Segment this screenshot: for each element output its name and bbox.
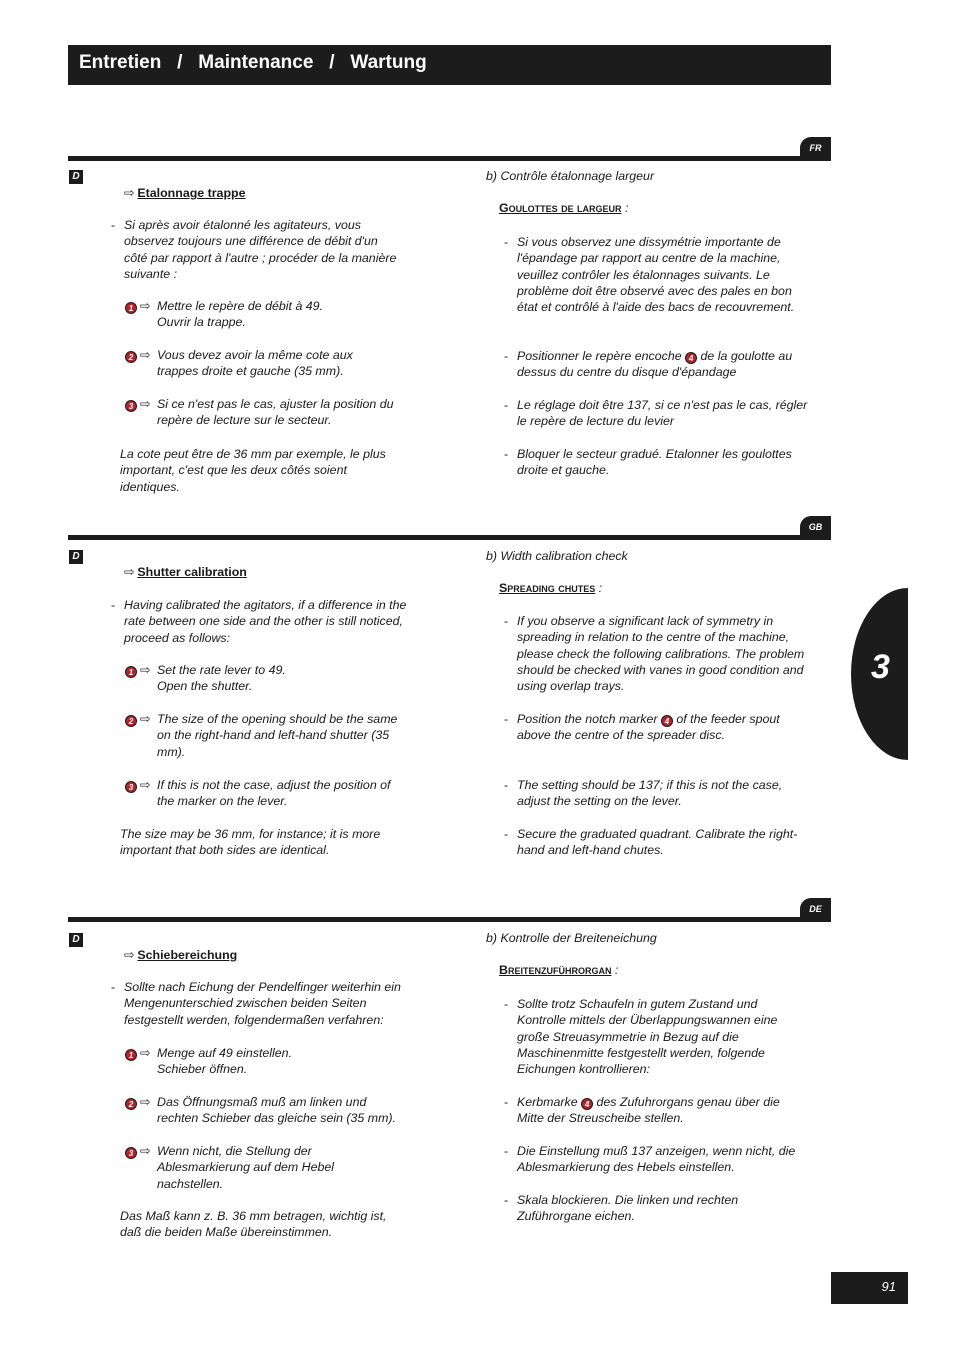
bullet-text: Bloquer le secteur gradué. Etalonner les goulottes droite et gauche. xyxy=(517,447,792,478)
right-title: b) Contrôle étalonnage largeur xyxy=(486,169,655,183)
step-text: Si ce n'est pas le cas, ajuster la position du repère de lecture sur le secteur. xyxy=(157,397,394,428)
dash-icon: - xyxy=(504,447,509,461)
lang-tab-fr: FR xyxy=(800,137,831,159)
section-rule xyxy=(68,917,831,922)
notch-marker-icon: 4 xyxy=(661,715,673,727)
intro-text: Sollte nach Eichung der Pendelfinger weiterhin ein Mengenunterschied zwischen beiden Seiten festgestellt werden, folgendermaßen verfahren: xyxy=(124,980,401,1027)
arrow-icon: ⇨ xyxy=(124,948,135,962)
step-text: Menge auf 49 einstellen. Schieber öffnen. xyxy=(157,1046,293,1077)
note-text: Das Maß kann z. B. 36 mm betragen, wichtig ist, daß die beiden Maße übereinstimmen. xyxy=(120,1209,387,1240)
step-number-icon: 1 xyxy=(125,1049,137,1061)
d-badge: D xyxy=(69,933,83,947)
intro-text: Si après avoir étalonné les agitateurs, vous observez toujours une différence de débit d'un côté par rapport à l'autre ; procéder de la manière suivante : xyxy=(124,218,397,281)
page-title: Entretien / Maintenance / Wartung xyxy=(79,52,427,73)
right-subtitle: Spreading chutes : xyxy=(499,581,603,595)
step-text: Mettre le repère de débit à 49. Ouvrir la trappe. xyxy=(157,299,323,330)
arrow-icon: ⇨ xyxy=(124,565,135,579)
dash-icon: - xyxy=(111,980,116,994)
dash-icon: - xyxy=(504,827,509,841)
step-number-icon: 2 xyxy=(125,351,137,363)
bullet-text: If you observe a significant lack of symmetry in spreading in relation to the centre of the machine, please check the following calibrations. The problem should be checked with vanes in good condition and using overlap trays. xyxy=(517,614,805,694)
right-title: b) Kontrolle der Breiteneichung xyxy=(486,931,657,945)
bullet-text: Le réglage doit être 137, si ce n'est pas le cas, régler le repère de lecture du levier xyxy=(517,398,808,429)
dash-icon: - xyxy=(504,398,509,412)
bullet-text: Secure the graduated quadrant. Calibrate the right-hand and left-hand chutes. xyxy=(517,827,798,858)
bullet-text: Die Einstellung muß 137 anzeigen, wenn nicht, die Ablesmarkierung des Hebels einstellen. xyxy=(517,1144,796,1175)
section-heading: ⇨ Etalonnage trappe xyxy=(124,186,246,200)
dash-icon: - xyxy=(504,349,509,363)
dash-icon: - xyxy=(504,778,509,792)
right-subtitle: Breitenzuführorgan : xyxy=(499,963,619,977)
chapter-number: 3 xyxy=(871,648,890,686)
step-number-icon: 3 xyxy=(125,1147,137,1159)
arrow-icon: ⇨ xyxy=(140,778,151,792)
arrow-icon: ⇨ xyxy=(140,1095,151,1109)
arrow-icon: ⇨ xyxy=(140,712,151,726)
step-text: The size of the opening should be the same on the right-hand and left-hand shutter (35 mm). xyxy=(157,712,398,759)
step-number-icon: 3 xyxy=(125,781,137,793)
step-number-icon: 2 xyxy=(125,715,137,727)
section-rule xyxy=(68,156,831,161)
section-heading: ⇨ Shutter calibration xyxy=(124,565,247,579)
dash-icon: - xyxy=(504,614,509,628)
arrow-icon: ⇨ xyxy=(140,397,151,411)
right-subtitle: Goulottes de largeur : xyxy=(499,201,629,215)
arrow-icon: ⇨ xyxy=(124,186,135,200)
d-badge: D xyxy=(69,170,83,184)
step-text: Vous devez avoir la même cote aux trappes droite et gauche (35 mm). xyxy=(157,348,353,379)
arrow-icon: ⇨ xyxy=(140,348,151,362)
section-rule xyxy=(68,535,831,540)
dash-icon: - xyxy=(504,712,509,726)
dash-icon: - xyxy=(504,1095,509,1109)
notch-marker-icon: 4 xyxy=(685,352,697,364)
notch-marker-icon: 4 xyxy=(581,1098,593,1110)
d-badge: D xyxy=(69,550,83,564)
bullet-text: Kerbmarke 4 des Zufuhrorgans genau über die Mitte der Streuscheibe stellen. xyxy=(517,1095,780,1126)
step-text: Wenn nicht, die Stellung der Ablesmarkierung auf dem Hebel nachstellen. xyxy=(157,1144,335,1191)
arrow-icon: ⇨ xyxy=(140,1144,151,1158)
step-number-icon: 1 xyxy=(125,302,137,314)
dash-icon: - xyxy=(504,1144,509,1158)
note-text: The size may be 36 mm, for instance; it is more important that both sides are identical. xyxy=(120,827,381,858)
intro-text: Having calibrated the agitators, if a difference in the rate between one side and the other is still noticed, proceed as follows: xyxy=(124,598,407,645)
chapter-tab xyxy=(851,588,908,760)
bullet-text: Si vous observez une dissymétrie importante de l'épandage par rapport au centre de la machine, veuillez contrôler les étalonnages suivants. Le problème doit être observé avec des pales en bon état et contrôlé à l'aide des bacs de recouvrement. xyxy=(517,235,795,315)
arrow-icon: ⇨ xyxy=(140,1046,151,1060)
bullet-text: Position the notch marker 4 of the feeder spout above the centre of the spreader disc. xyxy=(517,712,780,743)
dash-icon: - xyxy=(504,235,509,249)
step-text: If this is not the case, adjust the position of the marker on the lever. xyxy=(157,778,391,809)
right-title: b) Width calibration check xyxy=(486,549,628,563)
dash-icon: - xyxy=(504,997,509,1011)
lang-tab-gb: GB xyxy=(800,516,831,538)
step-number-icon: 1 xyxy=(125,666,137,678)
header-bar xyxy=(68,45,831,85)
dash-icon: - xyxy=(111,598,116,612)
step-number-icon: 2 xyxy=(125,1098,137,1110)
section-heading: ⇨ Schiebereichung xyxy=(124,948,238,962)
step-number-icon: 3 xyxy=(125,400,137,412)
bullet-text: The setting should be 137; if this is not the case, adjust the setting on the lever. xyxy=(517,778,783,809)
step-text: Set the rate lever to 49. Open the shutter. xyxy=(157,663,286,694)
page-number-box xyxy=(831,1272,908,1304)
arrow-icon: ⇨ xyxy=(140,663,151,677)
lang-tab-de: DE xyxy=(800,898,831,920)
bullet-text: Skala blockieren. Die linken und rechten Zuführorgane eichen. xyxy=(517,1193,739,1224)
note-text: La cote peut être de 36 mm par exemple, le plus important, c'est que les deux côtés soient identiques. xyxy=(120,447,386,494)
page-number: 91 xyxy=(881,1279,896,1294)
arrow-icon: ⇨ xyxy=(140,299,151,313)
dash-icon: - xyxy=(504,1193,509,1207)
bullet-text: Positionner le repère encoche 4 de la goulotte au dessus du centre du disque d'épandage xyxy=(517,349,793,380)
step-text: Das Öffnungsmaß muß am linken und rechten Schieber das gleiche sein (35 mm). xyxy=(157,1095,396,1126)
dash-icon: - xyxy=(111,218,116,232)
bullet-text: Sollte trotz Schaufeln in gutem Zustand und Kontrolle mittels der Überlappungswannen eine große Streuasymmetrie in Bezug auf die Maschinenmitte festgestellt werden, folgende Eichungen kontrollieren: xyxy=(517,997,778,1077)
